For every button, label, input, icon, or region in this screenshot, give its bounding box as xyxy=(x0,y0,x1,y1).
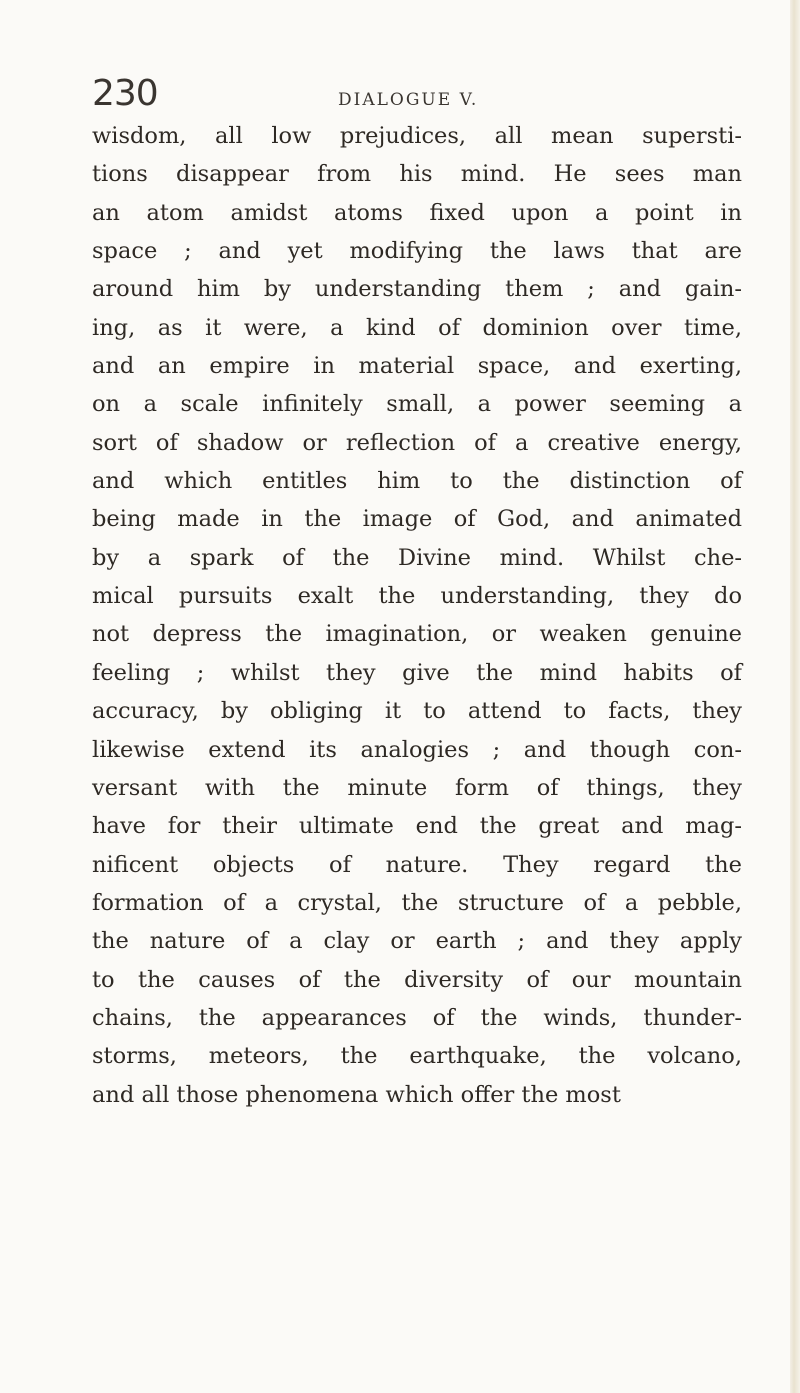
text-line: ing, as it were, a kind of dominion over time, xyxy=(92,314,742,341)
text-line: formation of a crystal, the structure of a pebble, xyxy=(92,889,742,916)
text-line: and all those phenomena which offer the most xyxy=(92,1081,621,1108)
text-line: feeling ; whilst they give the mind habits of xyxy=(92,659,742,686)
text-line: not depress the imagination, or weaken genuine xyxy=(92,621,742,648)
text-line: the nature of a clay or earth ; and they apply xyxy=(92,928,742,955)
text-line: sort of shadow or reflection of a creative energy, xyxy=(92,429,742,456)
running-title: DIALOGUE V. xyxy=(338,90,479,110)
text-line: wisdom, all low prejudices, all mean supersti- xyxy=(92,123,742,149)
text-line: around him by understanding them ; and gain- xyxy=(92,276,742,303)
text-line: accuracy, by obliging it to attend to facts, they xyxy=(92,698,742,725)
text-line: and which entitles him to the distinction of xyxy=(92,468,742,495)
text-line: being made in the image of God, and animated xyxy=(92,506,742,533)
body-text xyxy=(92,117,742,1114)
text-line: storms, meteors, the earthquake, the volcano, xyxy=(92,1043,742,1070)
text-line: versant with the minute form of things, they xyxy=(92,774,742,801)
text-line: an atom amidst atoms fixed upon a point in xyxy=(92,199,742,226)
text-line: chains, the appearances of the winds, thunder- xyxy=(92,1004,742,1031)
text-line: nificent objects of nature. They regard the xyxy=(92,851,742,878)
page-number: 230 xyxy=(92,73,158,114)
text-line: by a spark of the Divine mind. Whilst che- xyxy=(92,544,742,571)
text-line: to the causes of the diversity of our mountain xyxy=(92,966,742,993)
text-line: mical pursuits exalt the understanding, they do xyxy=(92,583,742,610)
page-edge xyxy=(790,0,800,1393)
text-line: have for their ultimate end the great and mag- xyxy=(92,813,742,840)
text-line: space ; and yet modifying the laws that are xyxy=(92,238,742,265)
text-line: on a scale infinitely small, a power seeming a xyxy=(92,391,742,418)
text-line: likewise extend its analogies ; and though con- xyxy=(92,736,742,763)
text-line: and an empire in material space, and exerting, xyxy=(92,353,742,380)
text-line: tions disappear from his mind. He sees man xyxy=(92,161,742,188)
